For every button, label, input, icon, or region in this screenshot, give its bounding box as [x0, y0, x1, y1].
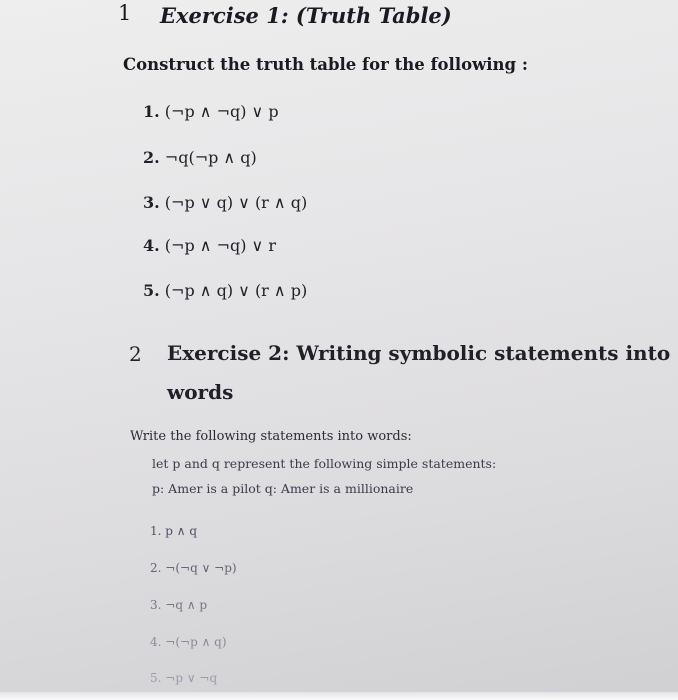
words-item-4 — [150, 635, 227, 649]
section-2-title-line-2: words — [167, 380, 234, 404]
item-label: 1. — [150, 524, 162, 538]
words-item-5 — [150, 671, 217, 685]
words-item-1 — [150, 524, 197, 538]
item-expression: ¬q(¬p ∧ q) — [164, 148, 257, 167]
section-2-let-line: let p and q represent the following simple statements: — [152, 456, 497, 471]
item-label: 5. — [143, 281, 160, 300]
truth-table-item-3 — [143, 193, 307, 212]
item-label: 3. — [150, 598, 162, 612]
section-1-intro: Construct the truth table for the following : — [123, 55, 528, 74]
truth-table-item-1 — [143, 102, 279, 121]
paper-edge — [0, 692, 678, 700]
item-label: 4. — [143, 236, 160, 255]
section-1-number: 1 — [118, 1, 132, 25]
item-expression: ¬(¬p ∧ q) — [165, 635, 227, 649]
item-label: 3. — [143, 193, 160, 212]
words-item-2 — [150, 561, 237, 575]
truth-table-item-4 — [143, 236, 276, 255]
section-1-title: Exercise 1: (Truth Table) — [160, 3, 452, 28]
item-expression: ¬q ∧ p — [165, 598, 208, 612]
item-label: 1. — [143, 102, 160, 121]
item-expression: (¬p ∧ q) ∨ (r ∧ p) — [164, 281, 308, 300]
item-expression: (¬p ∧ ¬q) ∨ r — [164, 236, 276, 255]
item-label: 2. — [150, 561, 162, 575]
truth-table-item-2 — [143, 148, 257, 167]
item-expression: (¬p ∨ q) ∨ (r ∧ q) — [164, 193, 308, 212]
words-item-3 — [150, 598, 207, 612]
item-expression: ¬p ∨ ¬q — [165, 671, 218, 685]
item-label: 4. — [150, 635, 162, 649]
item-label: 2. — [143, 148, 160, 167]
item-expression: ¬(¬q ∨ ¬p) — [165, 561, 237, 575]
item-expression: p ∧ q — [165, 524, 198, 538]
section-2-number: 2 — [129, 342, 142, 366]
section-2-title-line-1: Exercise 2: Writing symbolic statements into — [167, 341, 671, 365]
item-label: 5. — [150, 671, 162, 685]
item-expression: (¬p ∧ ¬q) ∨ p — [164, 102, 279, 121]
truth-table-item-5 — [143, 281, 307, 300]
section-2-definitions: p: Amer is a pilot q: Amer is a millionaire — [152, 481, 414, 496]
section-2-intro: Write the following statements into words: — [130, 429, 412, 444]
